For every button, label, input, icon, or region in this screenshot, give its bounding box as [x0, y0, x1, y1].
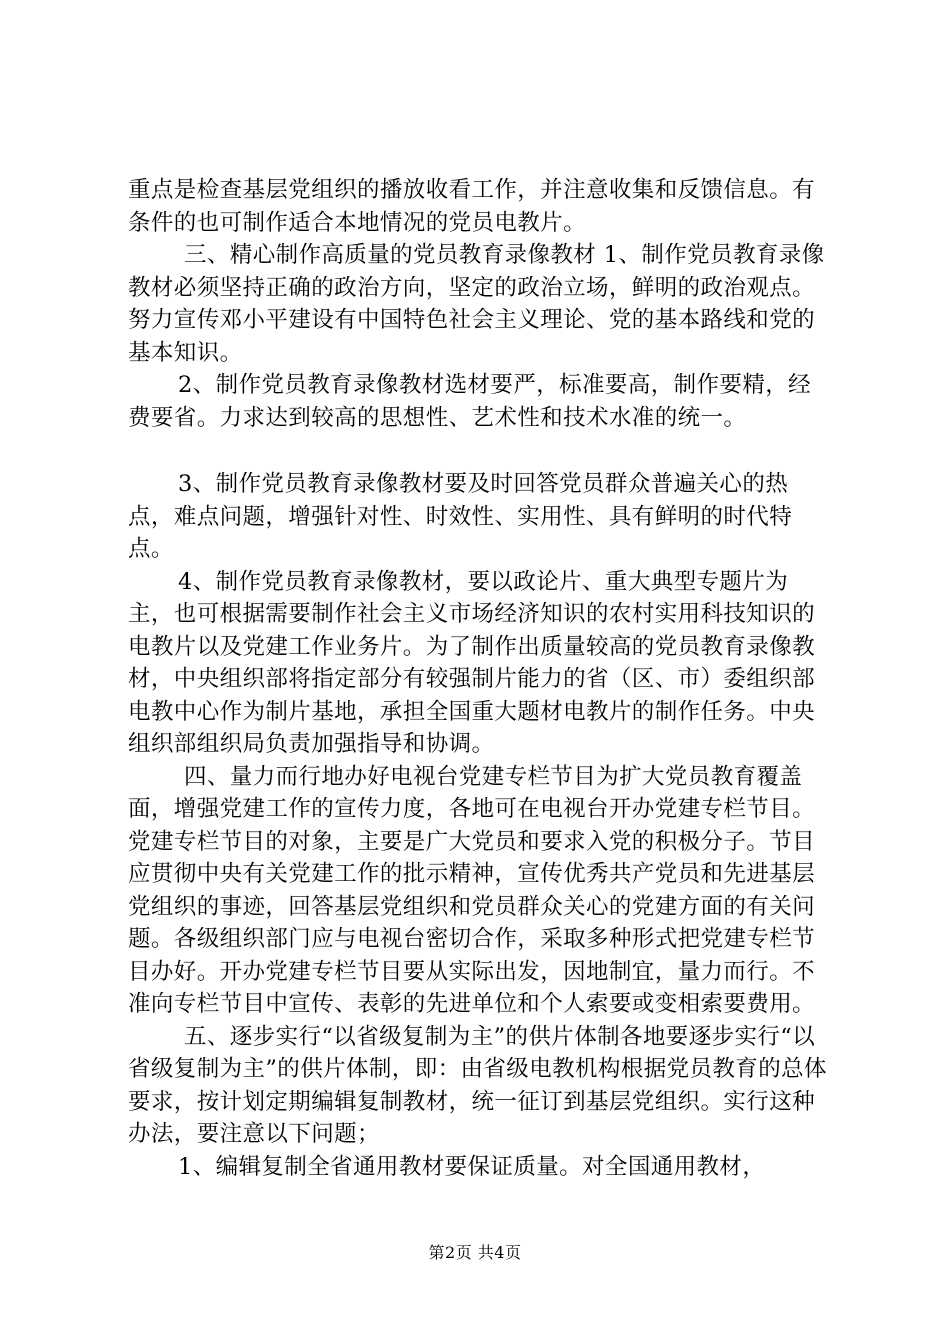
- paragraph-section-five: 五、逐步实行“以省级复制为主”的供片体制各地要逐步实行“以省级复制为主”的供片体制，即：由省级电教机构根据党员教育的总体要求，按计划定期编辑复制教材，统一征订到基层党组织。实行这种办法，要注意以下问题；: [128, 1023, 827, 1147]
- paragraph-item-1: 1、编辑复制全省通用教材要保证质量。对全国通用教材，: [178, 1153, 766, 1180]
- paragraph-continuation: 重点是检查基层党组织的播放收看工作，并注意收集和反馈信息。有条件的也可制作适合本地情况的党员电教片。: [128, 177, 816, 236]
- paragraph-section-three: 三、精心制作高质量的党员教育录像教材 1、制作党员教育录像教材必须坚持正确的政治方向，坚定的政治立场，鲜明的政治观点。努力宣传邓小平建设有中国特色社会主义理论、党的基本路线和党的基本知识。: [128, 242, 825, 366]
- paragraph-section-four: 四、量力而行地办好电视台党建专栏节目为扩大党员教育覆盖面，增强党建工作的宣传力度，各地可在电视台开办党建专栏节目。党建专栏节目的对象，主要是广大党员和要求入党的积极分子。节目应贯彻中央有关党建工作的批示精神，宣传优秀共产党员和先进基层党组织的事迹，回答基层党组织和党员群众关心的党建方面的有关问题。各级组织部门应与电视台密切合作，采取多种形式把党建专栏节目办好。开办党建专栏节目要从实际出发，因地制宜，量力而行。不准向专栏节目中宣传、表彰的先进单位和个人索要或变相索要费用。: [128, 763, 816, 1017]
- document-body: [128, 174, 828, 1183]
- paragraph-item-3: 3、制作党员教育录像教材要及时回答党员群众普遍关心的热点，难点问题，增强针对性、时效性、实用性、具有鲜明的时代特点。: [128, 471, 793, 562]
- page-footer: 第2页 共4页: [428, 1243, 522, 1262]
- paragraph-item-4: 4、制作党员教育录像教材，要以政论片、重大典型专题片为主，也可根据需要制作社会主义市场经济知识的农村实用科技知识的电教片以及党建工作业务片。为了制作出质量较高的党员教育录像教材，中央组织部将指定部分有较强制片能力的省（区、市）委组织部电教中心作为制片基地，承担全国重大题材电教片的制作任务。中央组织部组织局负责加强指导和协调。: [128, 568, 816, 757]
- paragraph-item-2: 2、制作党员教育录像教材选材要严，标准要高，制作要精，经费要省。力求达到较高的思想性、艺术性和技术水准的统一。: [128, 372, 812, 431]
